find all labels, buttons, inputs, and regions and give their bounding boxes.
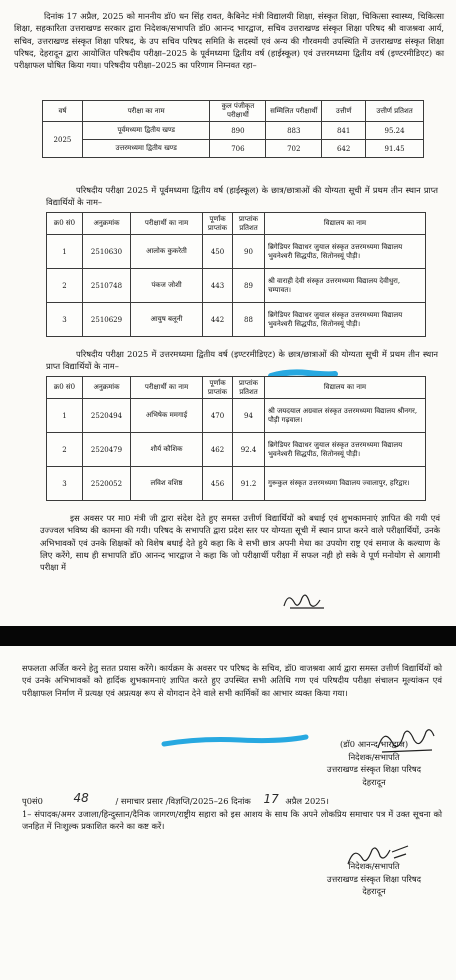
press-release-sheet-2 xyxy=(0,646,456,980)
marks-cell: 470 xyxy=(203,399,233,433)
closing-text: इस अवसर पर मा0 मंत्री जी द्वारा संदेश देते हुए समस्त उत्तीर्ण विद्यार्थियों को बधाई एवं शुभकामनाएं ज्ञापित की गयी एवं उज्ज्वल भविष्य की कामना की गयी। परिषद के सभापति द्वारा प्रदेश स्तर पर योग्यता सूची में स्थान प्राप्त करने वाले परीक्षार्थियों, उनके अभिभावकों एवं उनके शिक्षकों को विशेष बधाई देते हुये कहा कि वे सभी छात्र अपनी मेधा का उपयोग राष्ट्र एवं समाज के कल्याण के लिए करेंगे, साथ ही सभापति डॉ0 आनन्द भारद्वाज ने कहा कि जो परीक्षार्थी परीक्षा में सफल नही हो सके वे पूर्ण मनोयोग से आगामी परीक्षा में xyxy=(40,513,440,573)
reference-line xyxy=(22,791,329,808)
marks-cell: 450 xyxy=(203,235,233,269)
header-serial: क्र0 सं0 xyxy=(47,213,83,235)
header-school: विद्यालय का नाम xyxy=(265,377,426,399)
roll-cell: 2510748 xyxy=(83,269,131,303)
appeared-cell: 702 xyxy=(266,140,322,158)
serial-cell: 1 xyxy=(47,235,83,269)
roll-cell: 2520052 xyxy=(83,467,131,501)
student-cell: लविश वशिष्ठ xyxy=(131,467,203,501)
intro-text: दिनांक 17 अप्रैल, 2025 को माननीय डॉ0 धन सिंह रावत, कैबिनेट मंत्री विद्यालयी शिक्षा, संस्कृत शिक्षा, चिकित्सा स्वास्थ्य, चिकित्सा शिक्षा, सहकारिता उत्तराखण्ड सरकार द्वारा निदेशक/सभापति डॉ0 आनन्द भारद्वाज, सचिव उत्तराखण्ड संस्कृत शिक्षा परिषद श्री वाजश्रवा आर्य, सचिव, उत्तराखण्ड संस्कृत शिक्षा परिषद, के उप सचिव परिषद समिति के सदस्यों एवं अन्य की गौरवमयी उपस्थिति में उत्तराखण्ड संस्कृत शिक्षा परिषद, देहरादून द्वारा आयोजित परिषदीय परीक्षा–2025 के पूर्वमध्यमा द्वितीय वर्ष (हाईस्कूल) एवं उत्तरमध्यमा द्वितीय वर्ष (इण्टरमीडिएट) का परीक्षाफल घोषित किया गया। परिषदीय परीक्षा–2025 का परिणाम निम्नवत रहा– xyxy=(14,11,444,71)
header-roll: अनुक्रमांक xyxy=(83,213,131,235)
marks-cell: 442 xyxy=(203,303,233,337)
exam-name-cell: पूर्वमध्यमा द्वितीय खण्ड xyxy=(82,122,210,140)
header-max-marks: पूर्णांक प्राप्तांक xyxy=(203,213,233,235)
serial-cell: 2 xyxy=(47,269,83,303)
marks-cell: 456 xyxy=(203,467,233,501)
table-row xyxy=(47,467,426,501)
header-student: परीक्षार्थी का नाम xyxy=(131,377,203,399)
intermediate-heading-text: परिषदीय परीक्षा 2025 में उत्तरमध्यमा द्वितीय वर्ष (इण्टरमीडिएट) के छात्र/छात्राओं की योग्यता सूची में प्रथम तीन स्थान प्राप्त विद्यार्थियों के नाम– xyxy=(46,349,438,372)
header-appeared: सम्मिलित परीक्षार्थी xyxy=(266,101,322,122)
roll-cell: 2510630 xyxy=(83,235,131,269)
bottom-org: उत्तराखण्ड संस्कृत शिक्षा परिषद xyxy=(326,873,422,884)
school-cell: श्री वाराही देवी संस्कृत उत्तरमध्यमा विद्यालय देवीधुरा, चम्पावत। xyxy=(265,269,426,303)
highschool-heading-text: परिषदीय परीक्षा 2025 में पूर्वमध्यमा द्वितीय वर्ष (हाईस्कूल) के छात्र/छात्राओं की योग्यता सूची में प्रथम तीन स्थान प्राप्त विद्यार्थियों के नाम– xyxy=(46,185,438,208)
summary-table xyxy=(42,100,424,158)
continuation-paragraph xyxy=(22,662,442,699)
header-student: परीक्षार्थी का नाम xyxy=(131,213,203,235)
school-cell: ब्रिगेडियर विद्याधर जुयाल संस्कृत उत्तरमध्यमा विद्यालय भुवनेश्वरी सिद्धपीठ, सितोनस्यूं पौड़ी। xyxy=(265,433,426,467)
header-roll: अनुक्रमांक xyxy=(83,377,131,399)
table-row xyxy=(47,303,426,337)
serial-cell: 1 xyxy=(47,399,83,433)
serial-cell: 2 xyxy=(47,433,83,467)
header-school: विद्यालय का नाम xyxy=(265,213,426,235)
marks-cell: 443 xyxy=(203,269,233,303)
signatory-org: उत्तराखण्ड संस्कृत शिक्षा परिषद xyxy=(326,764,422,774)
merit-header-row xyxy=(47,377,426,399)
table-row xyxy=(43,122,424,140)
school-cell: ब्रिगेडियर विद्याधर जुयाल संस्कृत उत्तरमध्यमा विद्यालय भुवनेश्वरी सिद्धपीठ, सितोनस्यूं पौड़ी। xyxy=(265,303,426,337)
header-year: वर्ष xyxy=(43,101,83,122)
signature-initials-icon xyxy=(280,588,328,614)
merit-header-row xyxy=(47,213,426,235)
serial-cell: 3 xyxy=(47,467,83,501)
ref-number-handwritten: 48 xyxy=(73,791,89,805)
header-percent: प्राप्तांक प्रतिशत xyxy=(233,377,265,399)
cc-paragraph xyxy=(22,808,442,833)
intro-paragraph xyxy=(14,10,444,71)
header-exam-name: परीक्षा का नाम xyxy=(82,101,210,122)
percent-cell: 91.2 xyxy=(233,467,265,501)
closing-paragraph xyxy=(40,512,440,573)
header-registered: कुल पंजीकृत परीक्षार्थी xyxy=(210,101,266,122)
signatory-city: देहरादून xyxy=(362,776,386,787)
pass-percent-cell: 95.24 xyxy=(366,122,424,140)
table-row xyxy=(47,235,426,269)
header-percent: प्राप्तांक प्रतिशत xyxy=(233,213,265,235)
bottom-city: देहरादून xyxy=(362,886,386,896)
ref-day-handwritten: 17 xyxy=(263,792,279,806)
table-row xyxy=(47,433,426,467)
student-cell: शौर्य कौशिक xyxy=(131,433,203,467)
continuation-text: सफलता अर्जित करने हेतु सतत प्रयास करेंगे। कार्यक्रम के अवसर पर परिषद के सचिव, डॉ0 वाजश्रवा आर्य द्वारा समस्त उत्तीर्ण विद्यार्थियों को एवं उनके अभिभावकों को हार्दिक शुभकामनाएं ज्ञापित करते हुए उपस्थित सभी अतिथि गण एवं परिषदीय परीक्षा संचालन मूल्यांकन एवं परीक्षाफल निर्माण में प्रत्यक्ष एवं अप्रत्यक्ष रूप से योगदान देने वाले सभी कार्मिकों का आभार व्यक्त किया गया। xyxy=(22,663,442,698)
student-cell: आलोक कुकरेती xyxy=(131,235,203,269)
marks-cell: 462 xyxy=(203,433,233,467)
cc-text: 1– संपादक/अमर उजाला/हिन्दुस्तान/दैनिक जागरण/राष्ट्रीय सहारा को इस आशय के साथ कि अपने लोकप्रिय समाचार पत्र में उक्त सूचना को जनहित में निःशुल्क प्रकाशित करने का कष्ट करें। xyxy=(22,809,442,832)
header-passed: उत्तीर्ण xyxy=(322,101,366,122)
bottom-signature-icon xyxy=(344,842,412,872)
table-row xyxy=(47,399,426,433)
pass-percent-cell: 91.45 xyxy=(366,140,424,158)
header-serial: क्र0 सं0 xyxy=(47,377,83,399)
registered-cell: 706 xyxy=(210,140,266,158)
registered-cell: 890 xyxy=(210,122,266,140)
student-cell: अभिषेक ममगाई xyxy=(131,399,203,433)
director-signature-icon xyxy=(374,722,438,758)
serial-cell: 3 xyxy=(47,303,83,337)
intermediate-heading xyxy=(46,348,438,373)
table-row xyxy=(47,269,426,303)
bottom-title: निदेशक/सभापति xyxy=(348,861,400,871)
signatory-title: निदेशक/सभापति xyxy=(348,751,400,762)
year-cell: 2025 xyxy=(43,122,83,158)
roll-cell: 2520494 xyxy=(83,399,131,433)
passed-cell: 841 xyxy=(322,122,366,140)
blue-underline-mark xyxy=(160,732,310,750)
table-row xyxy=(43,140,424,158)
summary-header-row xyxy=(43,101,424,122)
roll-cell: 2510629 xyxy=(83,303,131,337)
passed-cell: 642 xyxy=(322,140,366,158)
header-max-marks: पूर्णांक प्राप्तांक xyxy=(203,377,233,399)
percent-cell: 92.4 xyxy=(233,433,265,467)
percent-cell: 88 xyxy=(233,303,265,337)
school-cell: श्री जयदयाल अग्रवाल संस्कृत उत्तरमध्यमा विद्यालय श्रीनगर, पौड़ी गढ़वाल। xyxy=(265,399,426,433)
page-divider xyxy=(0,626,456,646)
exam-name-cell: उत्तरमध्यमा द्वितीय खण्ड xyxy=(82,140,210,158)
ref-middle: / समाचार प्रसार /विज्ञप्ति/2025–26 दिनांक xyxy=(115,796,251,806)
school-cell: गुरूकुल संस्कृत उत्तरमध्यमा विद्यालय ज्वालापुर, हरिद्वार। xyxy=(265,467,426,501)
roll-cell: 2520479 xyxy=(83,433,131,467)
percent-cell: 90 xyxy=(233,235,265,269)
ref-prefix: पृ0सं0 xyxy=(22,796,43,806)
student-cell: आयुष बलूनी xyxy=(131,303,203,337)
intermediate-merit-table xyxy=(46,376,426,501)
student-cell: पंकज जोशी xyxy=(131,269,203,303)
signatory-name: (डॉ0 आनन्द भारद्वाज) xyxy=(339,739,409,749)
highschool-heading xyxy=(46,184,438,209)
percent-cell: 94 xyxy=(233,399,265,433)
highschool-merit-table xyxy=(46,212,426,337)
ref-date-suffix: अप्रैल 2025। xyxy=(285,796,329,806)
school-cell: ब्रिगेडियर विद्याधर जुयाल संस्कृत उत्तरमध्यमा विद्यालय भुवनेश्वरी सिद्धपीठ, सितोनस्यूं पौड़ी। xyxy=(265,235,426,269)
header-pass-percent: उत्तीर्ण प्रतिशत xyxy=(366,101,424,122)
appeared-cell: 883 xyxy=(266,122,322,140)
percent-cell: 89 xyxy=(233,269,265,303)
